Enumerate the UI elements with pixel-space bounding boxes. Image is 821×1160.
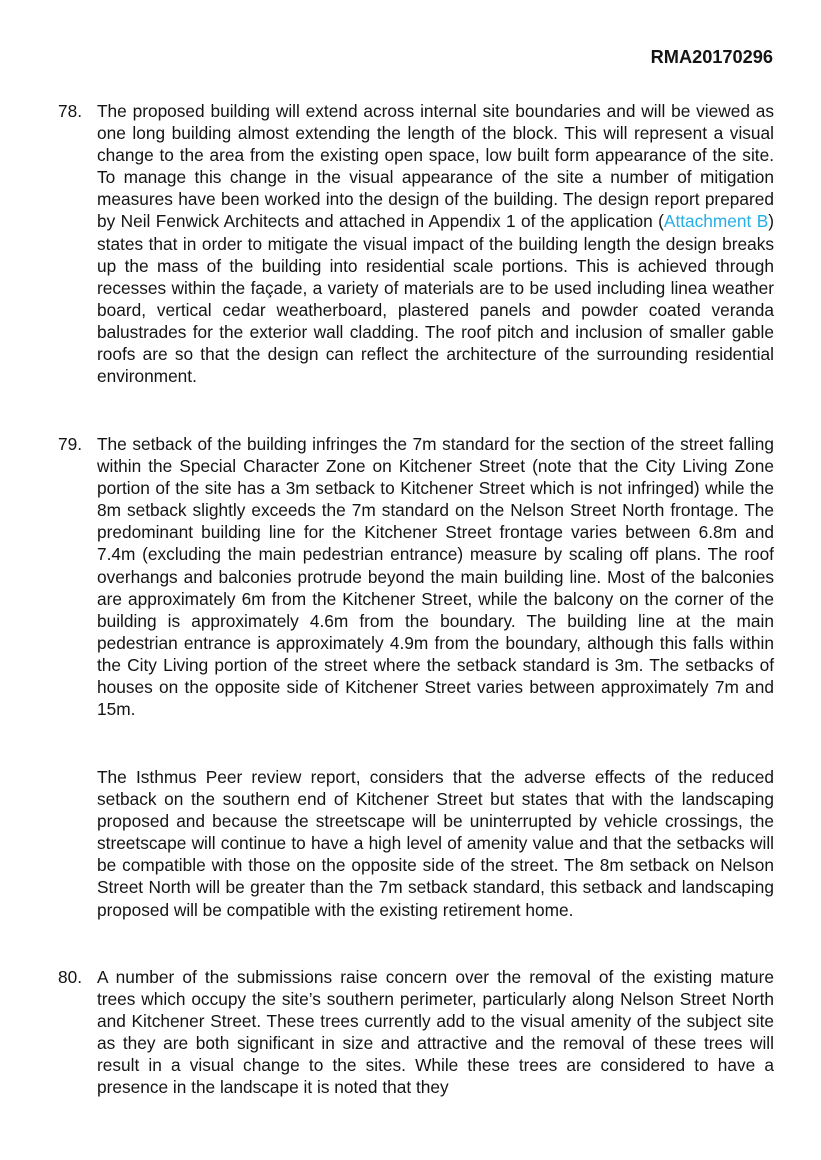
paragraph-text: ) states that in order to mitigate the visual impact of the building length the design breaks up the mass of the building into residential scale portions. This is achieved through recesses within the façade, a variety of materials are to be used including linea weather board, vertical cedar weatherboard, plastered panels and powder coated veranda balustrades for the exterior wall cladding. The roof pitch and inclusion of smaller gable roofs are so that the design can reflect the architecture of the surrounding residential environment.: [97, 211, 774, 387]
paragraph-78: [58, 100, 774, 387]
paragraph-body: [97, 100, 774, 387]
paragraph-number: 80.: [58, 967, 83, 987]
paragraph-body: The Isthmus Peer review report, considers that the adverse effects of the reduced setback on the southern end of Kitchener Street but states that with the landscaping proposed and because the streetscape will be uninterrupted by vehicle crossings, the streetscape will continue to have a high level of amenity value and that the setbacks will be compatible with those on the opposite side of the street. The 8m setback on Nelson Street North will be greater than the 7m setback standard, this setback and landscaping proposed will be compatible with the existing retirement home.: [97, 767, 774, 920]
document-reference: RMA20170296: [650, 47, 773, 67]
paragraph-text: The proposed building will extend across internal site boundaries and will be viewed as one long building almost extending the length of the block. This will represent a visual change to the area from the existing open space, low built form appearance of the site. To manage this change in the visual appearance of the site a number of mitigation measures have been worked into the design of the building. The design report prepared by Neil Fenwick Architects and attached in Appendix 1 of the application (: [97, 101, 774, 232]
paragraph-79: [58, 433, 774, 720]
paragraph-79-continued: [58, 766, 774, 921]
attachment-b-link[interactable]: Attachment B: [663, 211, 769, 232]
paragraph-number: 78.: [58, 101, 83, 121]
paragraph-number: 79.: [58, 434, 83, 454]
paragraph-body: The setback of the building infringes the 7m standard for the section of the street falling within the Special Character Zone on Kitchener Street (note that the City Living Zone portion of the site has a 3m setback to Kitchener Street which is not infringed) while the 8m setback slightly exceeds the 7m standard on the Nelson Street North frontage. The predominant building line for the Kitchener Street frontage varies between 6.8m and 7.4m (excluding the main pedestrian entrance) measure by scaling off plans. The roof overhangs and balconies protrude beyond the main building line. Most of the balconies are approximately 6m from the Kitchener Street, while the balcony on the corner of the building is approximately 4.6m from the boundary. The building line at the main pedestrian entrance is approximately 4.9m from the boundary, although this falls within the City Living portion of the street where the setback standard is 3m. The setbacks of houses on the opposite side of Kitchener Street varies between approximately 7m and 15m.: [97, 434, 774, 720]
paragraph-80: [58, 966, 774, 1099]
paragraph-body: A number of the submissions raise concern over the removal of the existing mature trees which occupy the site’s southern perimeter, particularly along Nelson Street North and Kitchener Street. These trees currently add to the visual amenity of the subject site as they are both significant in size and attractive and the removal of these trees will result in a visual change to the sites. While these trees are considered to have a presence in the landscape it is noted that they: [97, 967, 774, 1098]
